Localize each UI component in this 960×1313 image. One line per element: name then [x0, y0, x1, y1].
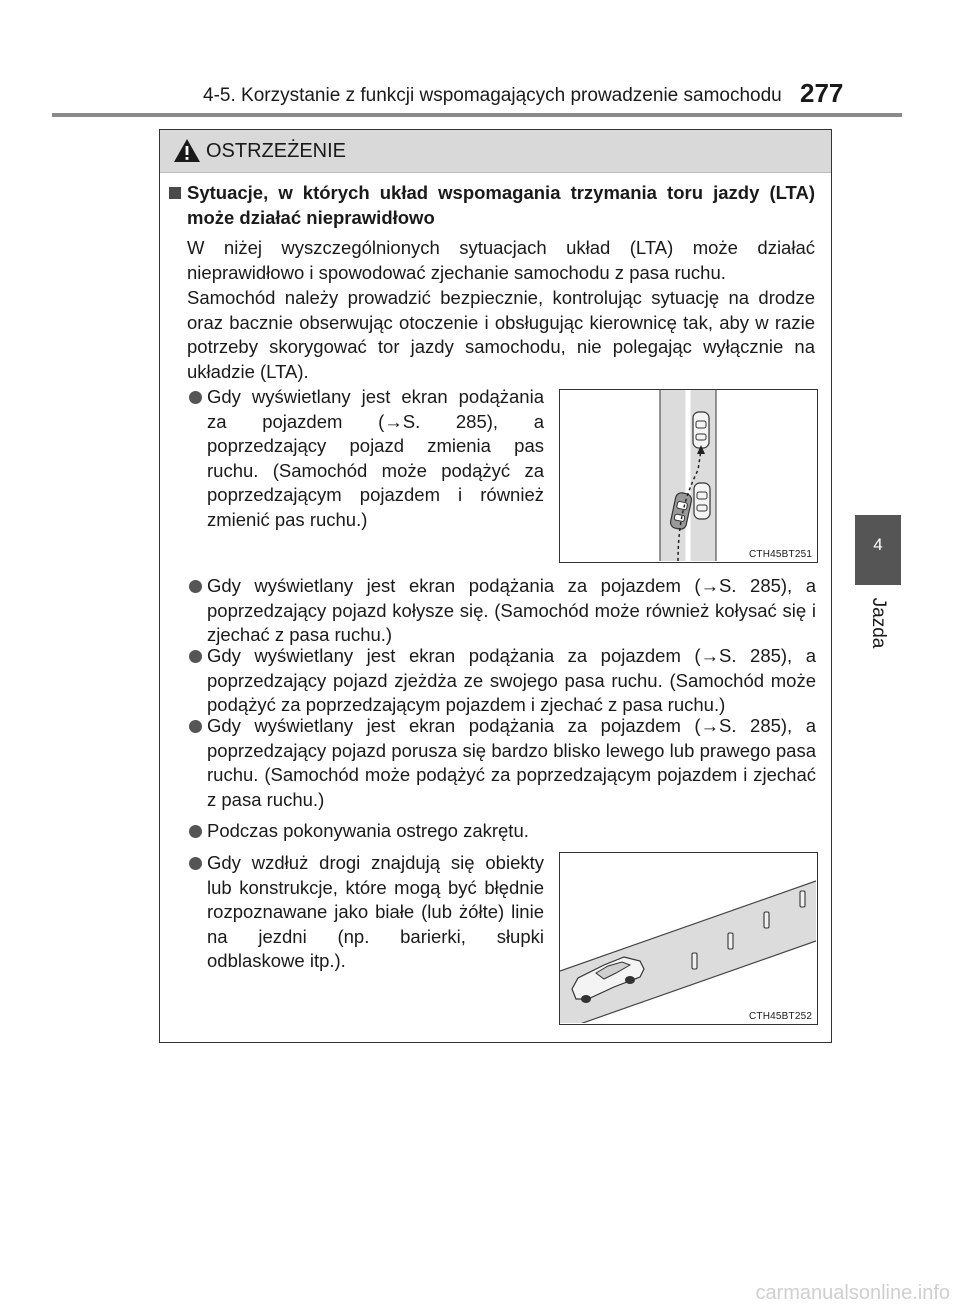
lane-change-figure — [559, 389, 818, 563]
bullet-dot-icon — [189, 857, 202, 870]
warning-heading: Sytuacje, w których układ wspomagania trzymania toru jazdy (LTA) może działać nieprawidłowo — [187, 182, 815, 228]
roadside-objects-illustration — [560, 853, 816, 1023]
bullet-item: Podczas pokonywania ostrego zakrętu. — [207, 820, 529, 841]
watermark: carmanualsonline.info — [755, 1282, 950, 1304]
bullet-dot-icon — [189, 650, 202, 663]
bullet-dot-icon — [189, 391, 202, 404]
bullet-item: Gdy wyświetlany jest ekran podążania za pojazdem (→S. 285), a poprzedzający pojazd porusza się bardzo blisko lewego lub prawego pasa ruchu. (Samochód może podążyć za poprzedzającym pojazdem i zjechać z pasa ruchu.) — [207, 715, 816, 810]
warning-triangle-icon — [173, 138, 201, 163]
bullet-item: Gdy wyświetlany jest ekran podążania za pojazdem (→S. 285), a poprzedzający pojazd zjeżdża ze swojego pasa ruchu. (Samochód może podążyć za poprzedzającym pojazdem i zjechać z pasa ruchu.) — [207, 645, 816, 716]
bullet-dot-icon — [189, 580, 202, 593]
chapter-label-text: Jazda — [868, 597, 889, 649]
figure-code: CTH45BT252 — [749, 1011, 813, 1022]
warning-box — [159, 129, 832, 1043]
section-title: 4-5. Korzystanie z funkcji wspomagających prowadzenie samochodu — [203, 85, 782, 106]
lane-change-illustration — [560, 390, 816, 561]
bullet-dot-icon — [189, 720, 202, 733]
lead-car-icon — [694, 483, 710, 519]
page-number: 277 — [800, 78, 844, 108]
warning-paragraph: Samochód należy prowadzić bezpiecznie, kontrolując sytuację na drodze oraz bacznie obserwując otoczenie i obsługując kierownicę tak, aby w razie potrzeby skorygować tor jazdy samochodu, nie polegając wyłącznie na układzie (LTA). — [187, 287, 815, 382]
bullet-dot-icon — [189, 825, 202, 838]
figure-code: CTH45BT251 — [749, 549, 813, 560]
warning-header — [160, 130, 831, 173]
bullet-item: Gdy wyświetlany jest ekran podążania za pojazdem (→S. 285), a poprzedzający pojazd kołysze się. (Samochód może również kołysać się i zjechać z pasa ruchu.) — [207, 575, 816, 646]
lead-car-icon — [693, 412, 709, 448]
warning-label: OSTRZEŻENIE — [206, 140, 347, 162]
roadside-objects-figure — [559, 852, 818, 1025]
chapter-tab[interactable] — [855, 515, 901, 585]
warning-paragraph: W niżej wyszczególnionych sytuacjach układ (LTA) może działać nieprawidłowo i spowodować zjechanie samochodu z pasa ruchu. — [187, 237, 815, 283]
bullet-item: Gdy wyświetlany jest ekran podążania za pojazdem (→S. 285), a poprzedzający pojazd zmienia pas ruchu. (Samochód może podążyć za poprzedzającym pojazdem i również zmienić pas ruchu.) — [207, 386, 544, 530]
square-bullet-icon — [169, 187, 181, 199]
header-divider — [52, 113, 902, 117]
chapter-label — [860, 593, 896, 653]
bullet-item: Gdy wzdłuż drogi znajdują się obiekty lub konstrukcje, które mogą być błędnie rozpoznawane jako białe (lub żółte) linie na jezdni (np. barierki, słupki odblaskowe itp.). — [207, 852, 544, 972]
chapter-number: 4 — [873, 535, 883, 554]
